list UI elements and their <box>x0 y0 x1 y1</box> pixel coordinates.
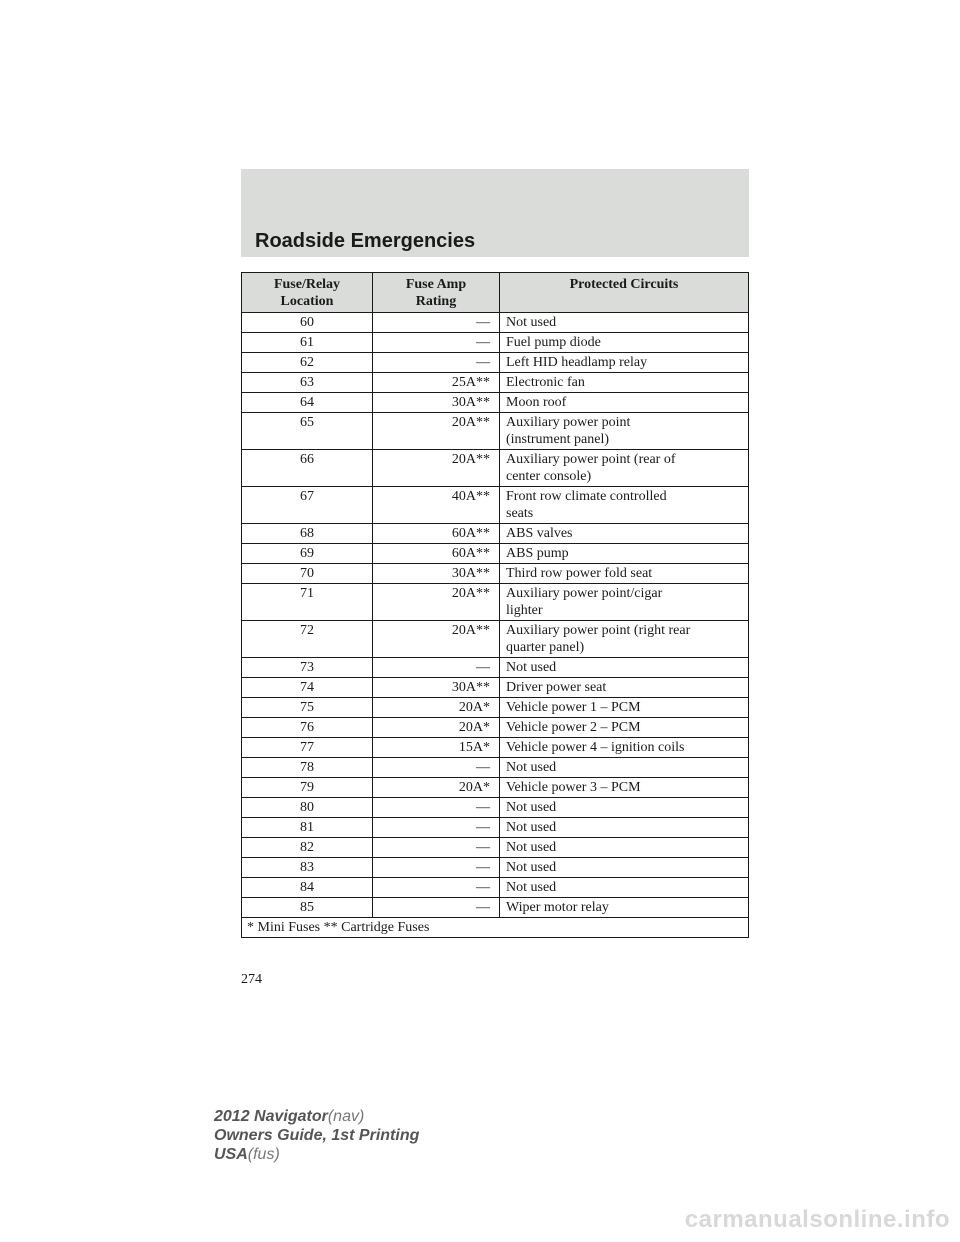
fuse-location: 74 <box>242 678 373 698</box>
table-row <box>242 778 749 798</box>
circuit-line: Moon roof <box>506 395 567 410</box>
fuse-location: 80 <box>242 798 373 818</box>
table-row <box>242 393 749 413</box>
fuse-rating: — <box>373 858 500 878</box>
protected-circuit <box>500 698 749 718</box>
table-row <box>242 738 749 758</box>
protected-circuit <box>500 584 749 621</box>
footer-model-code: (nav) <box>327 1108 365 1125</box>
table-header-row <box>242 273 749 313</box>
fuse-location: 76 <box>242 718 373 738</box>
fuse-location: 73 <box>242 658 373 678</box>
protected-circuit <box>500 524 749 544</box>
protected-circuit <box>500 718 749 738</box>
fuse-location: 77 <box>242 738 373 758</box>
footnote: * Mini Fuses ** Cartridge Fuses <box>242 918 749 938</box>
fuse-location: 71 <box>242 584 373 621</box>
protected-circuit <box>500 373 749 393</box>
circuit-line: Wiper motor relay <box>506 900 609 915</box>
table-row <box>242 564 749 584</box>
table-row <box>242 898 749 918</box>
circuit-line: Front row climate controlled <box>506 489 667 504</box>
protected-circuit <box>500 333 749 353</box>
protected-circuit <box>500 658 749 678</box>
circuit-line: Auxiliary power point <box>506 415 631 430</box>
table-row <box>242 373 749 393</box>
fuse-rating: 40A** <box>373 487 500 524</box>
circuit-line: Not used <box>506 660 557 675</box>
footer-guide: Owners Guide, 1st Printing <box>214 1127 420 1144</box>
fuse-location: 61 <box>242 333 373 353</box>
protected-circuit <box>500 487 749 524</box>
protected-circuit <box>500 798 749 818</box>
header-rating: Fuse Amp Rating <box>373 273 500 313</box>
fuse-location: 81 <box>242 818 373 838</box>
circuit-line: Not used <box>506 800 557 815</box>
table-row <box>242 450 749 487</box>
table-row <box>242 878 749 898</box>
fuse-rating: 25A** <box>373 373 500 393</box>
table-row <box>242 487 749 524</box>
fuse-location: 79 <box>242 778 373 798</box>
circuit-line: Vehicle power 4 – ignition coils <box>506 740 685 755</box>
fuse-rating: — <box>373 658 500 678</box>
fuse-location: 68 <box>242 524 373 544</box>
circuit-line: center console) <box>506 469 592 484</box>
header-circuits: Protected Circuits <box>500 273 749 313</box>
protected-circuit <box>500 758 749 778</box>
protected-circuit <box>500 544 749 564</box>
fuse-location: 66 <box>242 450 373 487</box>
protected-circuit <box>500 353 749 373</box>
protected-circuit <box>500 313 749 333</box>
fuse-location: 64 <box>242 393 373 413</box>
fuse-rating: — <box>373 898 500 918</box>
circuit-line: Vehicle power 2 – PCM <box>506 720 641 735</box>
fuse-rating: — <box>373 798 500 818</box>
protected-circuit <box>500 678 749 698</box>
fuse-rating: 20A** <box>373 584 500 621</box>
fuse-location: 72 <box>242 621 373 658</box>
circuit-line: quarter panel) <box>506 640 585 655</box>
fuse-rating: — <box>373 313 500 333</box>
footer-market: USA <box>214 1146 248 1163</box>
fuse-rating: 60A** <box>373 544 500 564</box>
protected-circuit <box>500 858 749 878</box>
protected-circuit <box>500 393 749 413</box>
circuit-line: Fuel pump diode <box>506 335 601 350</box>
page-number: 274 <box>241 972 262 987</box>
fuse-rating: 20A* <box>373 778 500 798</box>
fuse-location: 75 <box>242 698 373 718</box>
fuse-location: 84 <box>242 878 373 898</box>
fuse-rating: 60A** <box>373 524 500 544</box>
header-location: Fuse/Relay Location <box>242 273 373 313</box>
circuit-line: Left HID headlamp relay <box>506 355 648 370</box>
fuse-rating: — <box>373 878 500 898</box>
fuse-rating: 30A** <box>373 393 500 413</box>
fuse-rating: 20A** <box>373 413 500 450</box>
table-row <box>242 698 749 718</box>
fuse-rating: 20A* <box>373 698 500 718</box>
circuit-line: Auxiliary power point/cigar <box>506 586 663 601</box>
circuit-line: lighter <box>506 603 543 618</box>
table-row <box>242 524 749 544</box>
table-row <box>242 658 749 678</box>
fuse-rating: — <box>373 838 500 858</box>
table-row <box>242 333 749 353</box>
section-title: Roadside Emergencies <box>255 230 476 252</box>
fuse-table <box>241 272 749 938</box>
circuit-line: Electronic fan <box>506 375 585 390</box>
protected-circuit <box>500 878 749 898</box>
table-row <box>242 798 749 818</box>
circuit-line: Not used <box>506 860 557 875</box>
document-footer <box>214 1107 419 1164</box>
fuse-rating: 20A* <box>373 718 500 738</box>
circuit-line: (instrument panel) <box>506 432 610 447</box>
fuse-rating: 20A** <box>373 450 500 487</box>
protected-circuit <box>500 738 749 758</box>
footer-model: 2012 Navigator <box>214 1108 328 1125</box>
fuse-location: 65 <box>242 413 373 450</box>
circuit-line: Auxiliary power point (right rear <box>506 623 691 638</box>
protected-circuit <box>500 564 749 584</box>
circuit-line: Not used <box>506 315 557 330</box>
circuit-line: Not used <box>506 840 557 855</box>
fuse-rating: 20A** <box>373 621 500 658</box>
protected-circuit <box>500 413 749 450</box>
circuit-line: Vehicle power 3 – PCM <box>506 780 641 795</box>
fuse-location: 83 <box>242 858 373 878</box>
circuit-line: Not used <box>506 760 557 775</box>
fuse-location: 78 <box>242 758 373 778</box>
circuit-line: Vehicle power 1 – PCM <box>506 700 641 715</box>
footer-market-code: (fus) <box>247 1146 280 1163</box>
circuit-line: ABS pump <box>506 546 569 561</box>
fuse-location: 62 <box>242 353 373 373</box>
circuit-line: ABS valves <box>506 526 573 541</box>
table-row <box>242 818 749 838</box>
protected-circuit <box>500 898 749 918</box>
fuse-location: 82 <box>242 838 373 858</box>
fuse-rating: — <box>373 818 500 838</box>
table-body <box>242 313 749 918</box>
table-row <box>242 678 749 698</box>
fuse-location: 85 <box>242 898 373 918</box>
footnote-row <box>242 918 749 938</box>
circuit-line: Not used <box>506 820 557 835</box>
fuse-rating: — <box>373 333 500 353</box>
circuit-line: Driver power seat <box>506 680 607 695</box>
protected-circuit <box>500 778 749 798</box>
protected-circuit <box>500 621 749 658</box>
table-row <box>242 838 749 858</box>
table-row <box>242 858 749 878</box>
fuse-rating: 15A* <box>373 738 500 758</box>
table-row <box>242 718 749 738</box>
table-row <box>242 758 749 778</box>
fuse-rating: 30A** <box>373 564 500 584</box>
table-row <box>242 621 749 658</box>
fuse-location: 69 <box>242 544 373 564</box>
table-row <box>242 584 749 621</box>
circuit-line: Auxiliary power point (rear of <box>506 452 676 467</box>
fuse-location: 70 <box>242 564 373 584</box>
fuse-rating: 30A** <box>373 678 500 698</box>
watermark: carmanualsonline.info <box>684 1206 950 1233</box>
circuit-line: Not used <box>506 880 557 895</box>
table-row <box>242 544 749 564</box>
fuse-rating: — <box>373 758 500 778</box>
fuse-location: 67 <box>242 487 373 524</box>
fuse-rating: — <box>373 353 500 373</box>
protected-circuit <box>500 818 749 838</box>
protected-circuit <box>500 838 749 858</box>
fuse-location: 63 <box>242 373 373 393</box>
circuit-line: seats <box>506 506 534 521</box>
protected-circuit <box>500 450 749 487</box>
table-row <box>242 353 749 373</box>
fuse-location: 60 <box>242 313 373 333</box>
table-row <box>242 313 749 333</box>
table-row <box>242 413 749 450</box>
circuit-line: Third row power fold seat <box>506 566 653 581</box>
